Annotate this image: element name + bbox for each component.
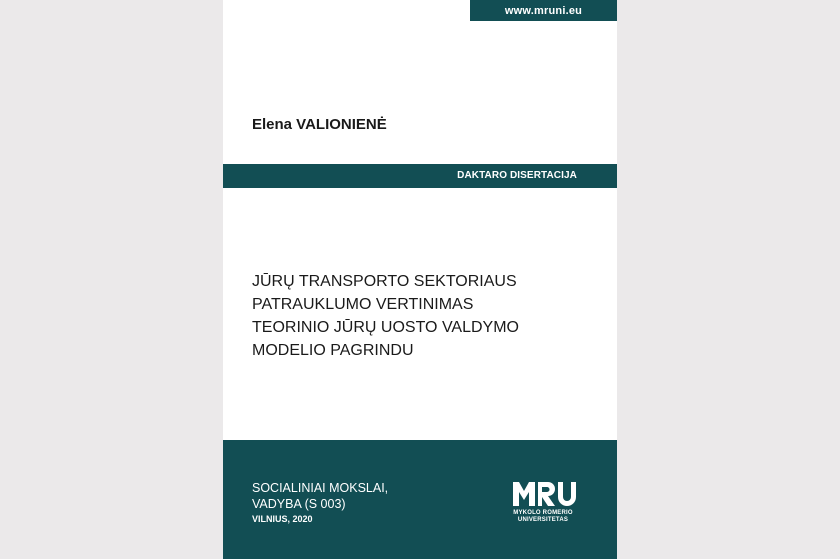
logo-line: UNIVERSITETAS — [517, 517, 569, 523]
title-line: TEORINIO JŪRŲ UOSTO VALDYMO — [252, 319, 519, 336]
title-line: MODELIO PAGRINDU — [252, 342, 414, 359]
dissertation-title — [252, 270, 592, 362]
book-cover — [223, 0, 617, 559]
field-line: SOCIALINIAI MOKSLAI, — [252, 481, 389, 495]
field-line: VADYBA (S 003) — [252, 497, 346, 511]
logo-line: MYKOLO ROMERIO — [513, 510, 573, 516]
research-field — [252, 480, 388, 512]
university-logo — [507, 482, 579, 522]
cover-footer — [223, 440, 617, 559]
title-line: PATRAUKLUMO VERTINIMAS — [252, 296, 474, 313]
website-url[interactable]: www.mruni.eu — [470, 0, 617, 21]
document-type-label: DAKTARO DISERTACIJA — [457, 170, 577, 181]
university-name — [507, 510, 579, 524]
mru-logo-icon — [507, 482, 579, 508]
title-line: JŪRŲ TRANSPORTO SEKTORIAUS — [252, 273, 517, 290]
place-year: VILNIUS, 2020 — [252, 514, 313, 524]
document-type-band — [223, 164, 617, 188]
author-name: Elena VALIONIENĖ — [252, 116, 387, 133]
